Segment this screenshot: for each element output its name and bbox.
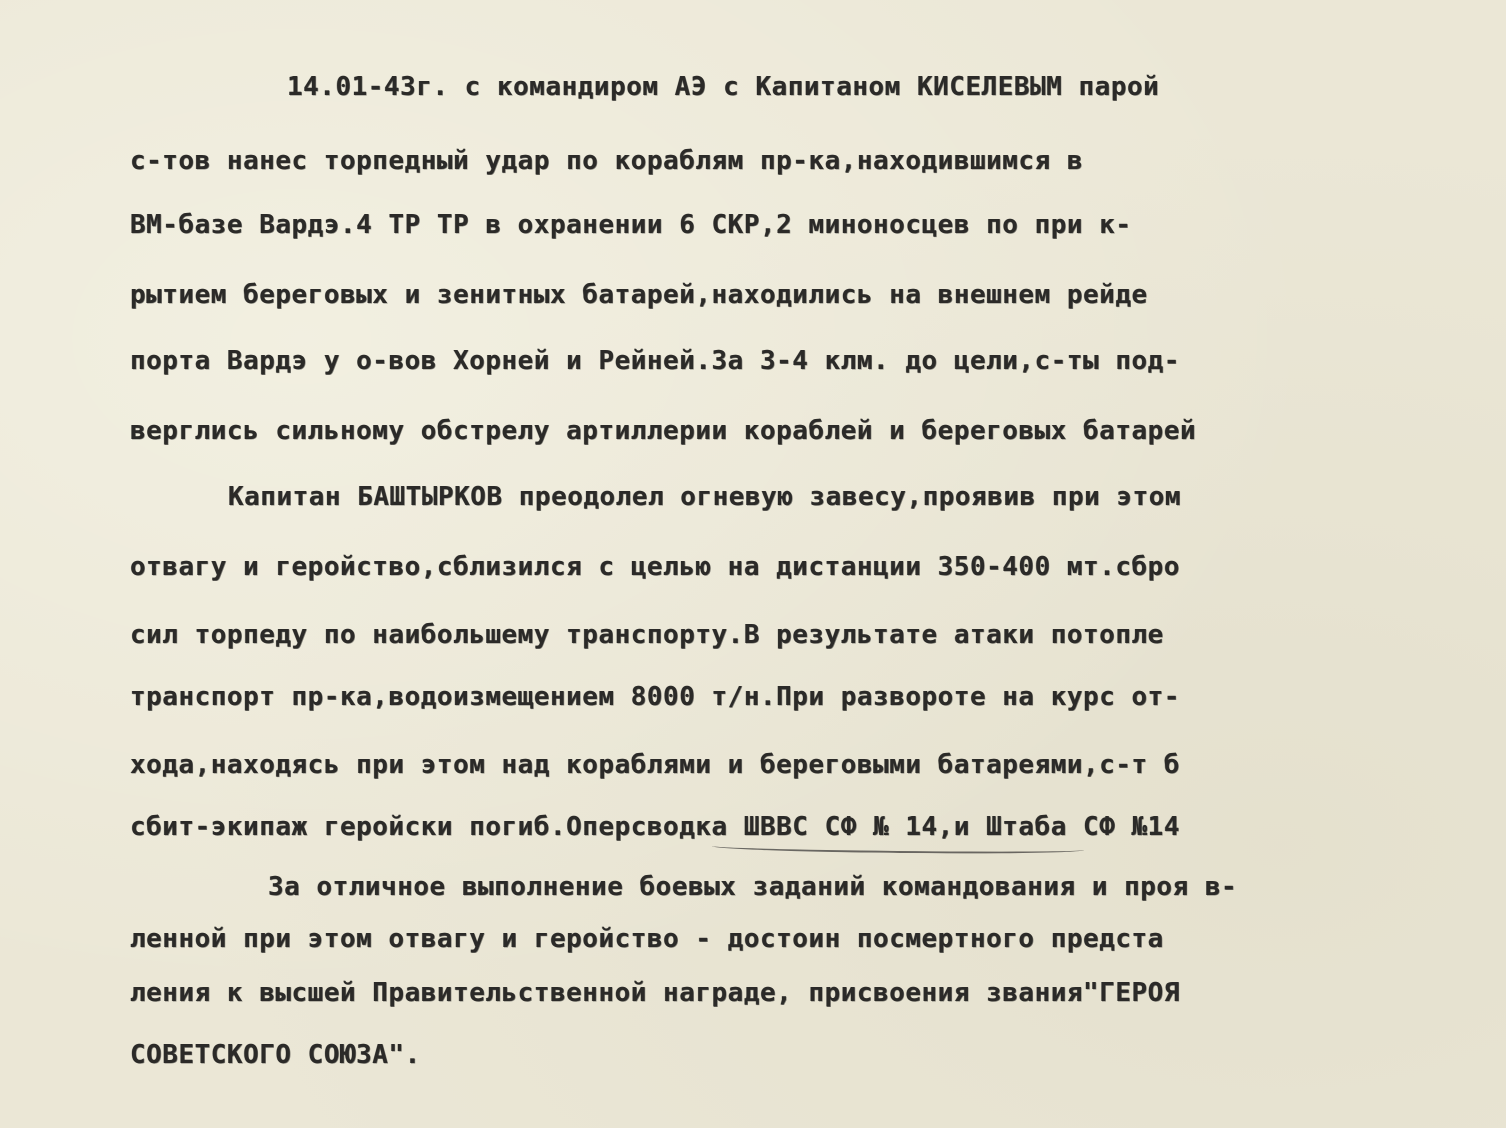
- text-line-2: с-тов нанес торпедный удар по кораблям пр-ка,находившимся в: [130, 146, 1084, 176]
- text-line-5: порта Вардэ у о-вов Хорней и Рейней.За 3-4 клм. до цели,с-ты под-: [130, 346, 1180, 376]
- text-line-6: верглись сильному обстрелу артиллерии кораблей и береговых батарей: [130, 416, 1197, 446]
- text-line-11: хода,находясь при этом над кораблями и береговыми батареями,с-т б: [130, 750, 1180, 780]
- text-line-15: ления к высшей Правительственной награде, присвоения звания"ГЕРОЯ: [130, 978, 1180, 1008]
- text-line-10: транспорт пр-ка,водоизмещением 8000 т/н.При развороте на курс от-: [130, 682, 1180, 712]
- text-line-9: сил торпеду по наибольшему транспорту.В результате атаки потопле: [130, 620, 1164, 650]
- text-line-1: 14.01-43г. с командиром АЭ с Капитаном КИСЕЛЕВЫМ парой: [287, 72, 1160, 102]
- text-line-7: Капитан БАШТЫРКОВ преодолел огневую завесу,проявив при этом: [228, 482, 1182, 512]
- text-line-12: сбит-экипаж геройски погиб.Оперсводка ШВВС СФ № 14,и Штаба СФ №14: [130, 812, 1180, 842]
- text-line-3: ВМ-базе Вардэ.4 ТР ТР в охранении 6 СКР,2 миноносцев по при к-: [130, 210, 1132, 240]
- handwritten-underline: [712, 841, 1084, 855]
- text-line-8: отвагу и геройство,сблизился с целью на дистанции 350-400 мт.сбро: [130, 552, 1180, 582]
- text-line-13: За отличное выполнение боевых заданий командования и проя в-: [268, 872, 1238, 902]
- text-line-4: рытием береговых и зенитных батарей,находились на внешнем рейде: [130, 280, 1148, 310]
- text-line-16: СОВЕТСКОГО СОЮЗА".: [130, 1040, 421, 1070]
- text-line-14: ленной при этом отвагу и геройство - достоин посмертного предста: [130, 924, 1164, 954]
